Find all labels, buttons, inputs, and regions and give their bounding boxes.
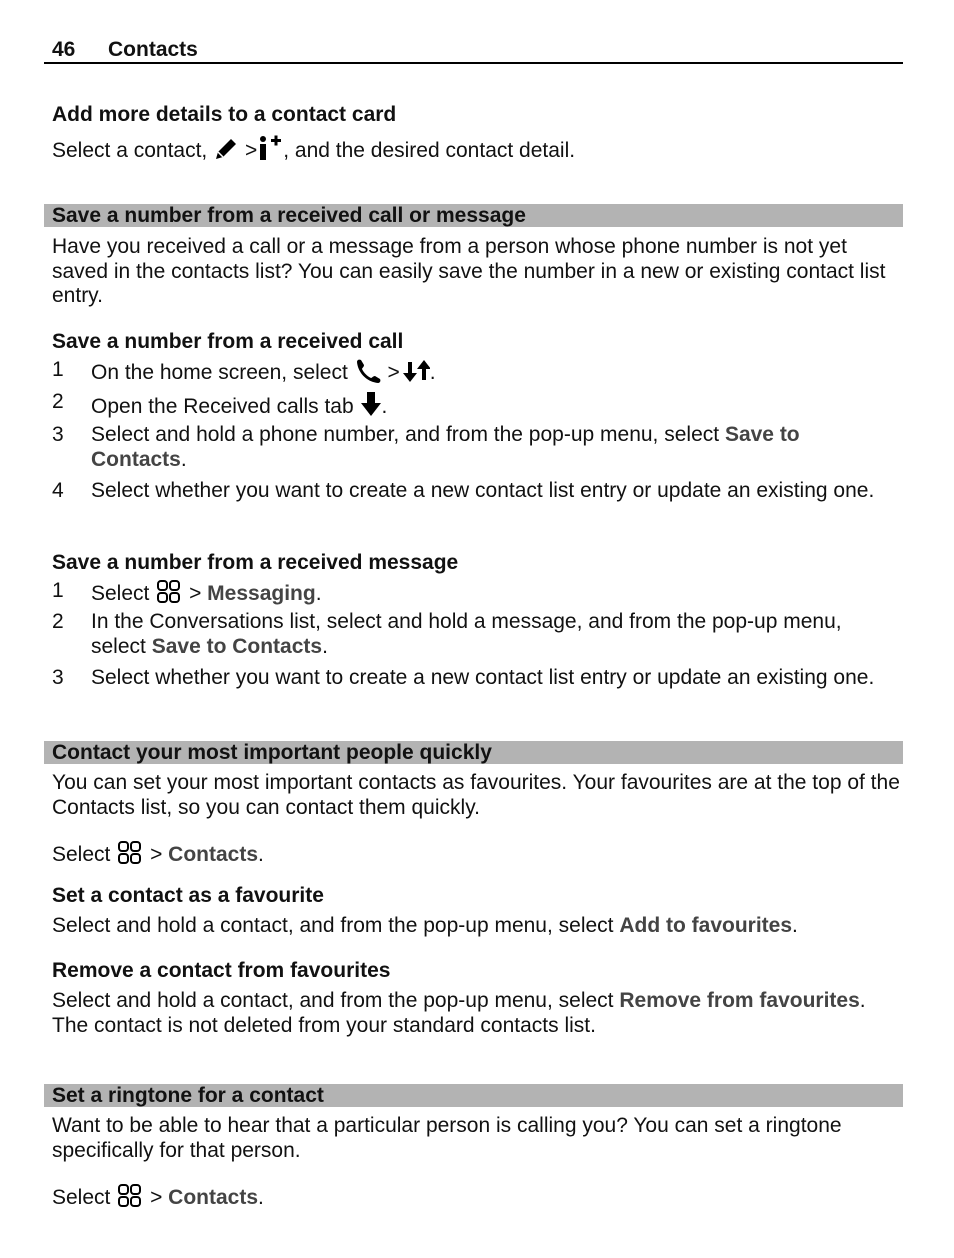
- section-bar-ringtone: Set a ringtone for a contact: [44, 1084, 903, 1107]
- remove-favourite-text: Select and hold a contact, and from the pop-up menu, select Remove from favourites. The contact is not deleted from your standard contacts list.: [52, 989, 866, 1037]
- add-details-heading: Add more details to a contact card: [52, 103, 397, 126]
- page-number: 46: [52, 38, 76, 61]
- menu-grid-icon: [116, 840, 144, 873]
- phone-handset-icon: [354, 358, 382, 391]
- section-bar-save-number: Save a number from a received call or message: [44, 204, 903, 227]
- favourites-intro: You can set your most important contacts as favourites. Your favourites are at the top of the Contacts list, so you can contact them quickly.: [52, 771, 900, 819]
- remove-favourite-heading: Remove a contact from favourites: [52, 959, 391, 982]
- down-arrow-icon: [360, 390, 382, 425]
- running-header: [52, 38, 198, 62]
- ui-label: Contacts: [168, 843, 259, 866]
- set-favourite-text: Select and hold a contact, and from the pop-up menu, select Add to favourites.: [52, 914, 798, 937]
- received-message-heading: Save a number from a received message: [52, 551, 459, 574]
- ui-label: Save to Contacts: [91, 423, 800, 471]
- ui-label: Save to Contacts: [151, 634, 323, 658]
- manual-page: 46 Contacts Add more details to a contact card Select a contact, > , and the desired contact detail. Save a number from a received call or message Have you received a call or a message from a person whose phone number is not yet saved in the contacts list? You can easily save the number in a new or existing contact list entry. Save a number from a received call 1 On the home screen, select > . 2 Open the Received calls tab . 3 Select and hold a phone number, and from the pop-up menu, select Save to Contacts. 4 Select whether you want to create a new contact list entry or update an existing one. Save a number from a received message 1 Select > Messaging. 2 In the Conversations list, select and hold a message, and from the pop-up menu, select Save to Contacts. 3 Select whether you want to create a new contact list entry or update an existing one. Contact your most important people quickly You can set your most important contacts as favourites. Your favourites are at the top of the Contacts list, so you can contact them quickly. Select > Contacts. Set a contact as a favourite Select and hold a contact, and from the pop-up menu, select Add to favourites. Remove a contact from favourites Select and hold a contact, and from the pop-up menu, select Remove from favourites. The contact is not deleted from your standard contacts list. Set a ringtone for a contact Want to be able to hear that a particular person is calling you? You can set a ringtone specifically for that person. Select > Contacts.: [0, 0, 954, 1258]
- save-number-intro: Have you received a call or a message from a person whose phone number is not yet saved in the contacts list? You can easily save the number in a new or existing contact list entry.: [52, 235, 886, 307]
- ui-label: Remove from favourites: [619, 989, 860, 1012]
- header-rule: [44, 62, 903, 64]
- set-favourite-heading: Set a contact as a favourite: [52, 884, 324, 907]
- favourites-select-line: Select > Contacts.: [52, 840, 902, 873]
- menu-grid-icon: [155, 579, 183, 612]
- pencil-icon: [213, 136, 239, 169]
- call-log-arrows-icon: [400, 358, 430, 391]
- add-detail-icon: [257, 134, 283, 169]
- add-details-text: Select a contact, > , and the desired contact detail.: [52, 134, 902, 169]
- ringtone-intro: Want to be able to hear that a particular person is calling you? You can set a ringtone specifically for that person.: [52, 1114, 842, 1162]
- section-bar-favourites: Contact your most important people quickly: [44, 741, 903, 764]
- ringtone-select-line: Select > Contacts.: [52, 1183, 902, 1216]
- menu-grid-icon: [116, 1183, 144, 1216]
- ui-label: Add to favourites: [619, 914, 793, 937]
- ui-label: Messaging: [207, 582, 316, 605]
- received-call-heading: Save a number from a received call: [52, 330, 404, 353]
- section-title: Contacts: [108, 38, 198, 61]
- ui-label: Contacts: [168, 1186, 259, 1209]
